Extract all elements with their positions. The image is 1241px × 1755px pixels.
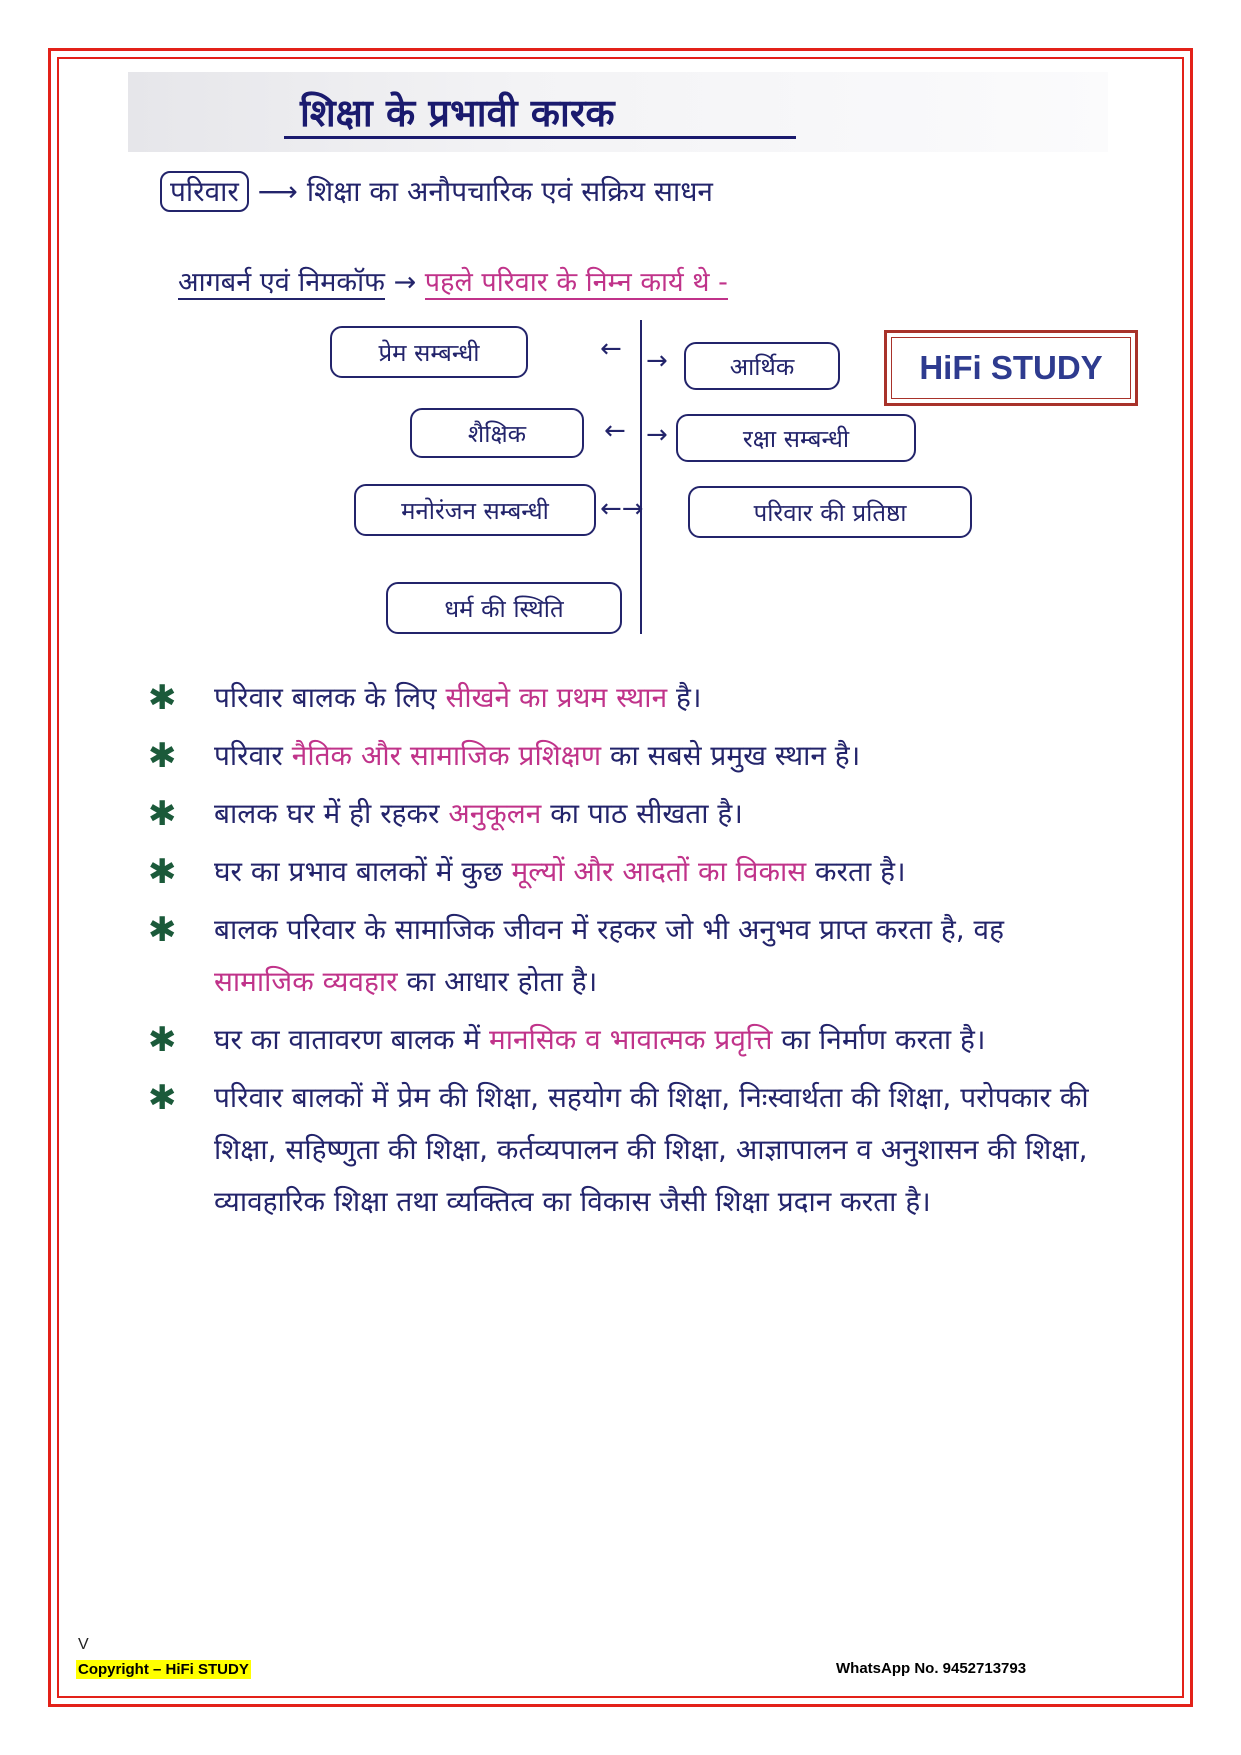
diagram-axis-line bbox=[640, 320, 642, 634]
brand-watermark-box bbox=[884, 330, 1138, 406]
bullet-text-end: करता है। bbox=[806, 855, 906, 888]
arrow-economic: → bbox=[646, 346, 668, 376]
copyright-label: Copyright – HiFi STUDY bbox=[78, 1661, 249, 1678]
bullet-text-end: का निर्माण करता है। bbox=[772, 1023, 986, 1056]
asterisk-icon: ✱ bbox=[148, 1078, 177, 1118]
asterisk-icon: ✱ bbox=[148, 736, 177, 776]
arrow-love: ← bbox=[600, 334, 622, 364]
asterisk-icon: ✱ bbox=[148, 910, 177, 950]
bullet-text: घर का प्रभाव बालकों में कुछ bbox=[214, 855, 512, 888]
title-underline bbox=[284, 136, 796, 139]
node-economic: आर्थिक bbox=[684, 342, 840, 390]
bullet-list bbox=[140, 672, 1100, 1234]
bullet-item-7 bbox=[140, 1072, 1100, 1228]
arrow-educational: ← bbox=[604, 416, 626, 446]
bullet-item-2 bbox=[140, 730, 1100, 782]
ogburn-line bbox=[178, 262, 728, 299]
bullet-text-end: का सबसे प्रमुख स्थान है। bbox=[601, 739, 861, 772]
arrow-recreation-prestige: ←→ bbox=[600, 494, 644, 524]
bullet-highlight: मानसिक व भावात्मक प्रवृत्ति bbox=[489, 1023, 773, 1056]
definition-arrow: ⟶ bbox=[257, 175, 298, 208]
title-band bbox=[128, 72, 1108, 152]
definition-text: शिक्षा का अनौपचारिक एवं सक्रिय साधन bbox=[306, 175, 713, 208]
bullet-text: बालक परिवार के सामाजिक जीवन में रहकर जो भी अनुभव प्राप्त करता है, वह bbox=[214, 913, 1004, 946]
node-prestige: परिवार की प्रतिष्ठा bbox=[688, 486, 972, 538]
bullet-item-4 bbox=[140, 846, 1100, 898]
bullet-highlight: नैतिक और सामाजिक प्रशिक्षण bbox=[291, 739, 602, 772]
ogburn-text: आगबर्न एवं निमकॉफ bbox=[178, 267, 385, 298]
corner-mark: V bbox=[78, 1636, 89, 1653]
bullet-text-end: का आधार होता है। bbox=[397, 965, 598, 998]
family-label-box: परिवार bbox=[160, 171, 249, 212]
bullet-text: परिवार बालक के लिए bbox=[214, 681, 446, 714]
bullet-item-1 bbox=[140, 672, 1100, 724]
bullet-highlight: अनुकूलन bbox=[448, 797, 542, 830]
bullet-highlight: सीखने का प्रथम स्थान bbox=[445, 681, 668, 714]
brand-logo-text: HiFi STUDY bbox=[919, 349, 1103, 386]
bullet-item-6 bbox=[140, 1014, 1100, 1066]
functions-heading: पहले परिवार के निम्न कार्य थे - bbox=[424, 267, 728, 298]
bullet-text-end: है। bbox=[667, 681, 702, 714]
node-protection: रक्षा सम्बन्धी bbox=[676, 414, 916, 462]
bullet-item-5 bbox=[140, 904, 1100, 1008]
node-recreation: मनोरंजन सम्बन्धी bbox=[354, 484, 596, 536]
node-religion: धर्म की स्थिति bbox=[386, 582, 622, 634]
bullet-text: परिवार bbox=[214, 739, 292, 772]
whatsapp-number: WhatsApp No. 9452713793 bbox=[836, 1660, 1027, 1677]
bullet-text-end: का पाठ सीखता है। bbox=[541, 797, 743, 830]
bullet-item-3 bbox=[140, 788, 1100, 840]
bullet-highlight: मूल्यों और आदतों का विकास bbox=[511, 855, 807, 888]
definition-line bbox=[160, 172, 713, 210]
asterisk-icon: ✱ bbox=[148, 678, 177, 718]
asterisk-icon: ✱ bbox=[148, 1020, 177, 1060]
asterisk-icon: ✱ bbox=[148, 794, 177, 834]
ogburn-arrow: → bbox=[393, 267, 417, 298]
arrow-protection: → bbox=[646, 420, 668, 450]
bullet-text: परिवार बालकों में प्रेम की शिक्षा, सहयोग की शिक्षा, निःस्वार्थता की शिक्षा, परोपकार की शिक्षा, सहिष्णुता की शिक्षा, कर्तव्यपालन की शिक्षा, आज्ञापालन व अनुशासन की शिक्षा, व्यावहारिक शिक्षा तथा व्यक्तित्व का विकास जैसी शिक्षा प्रदान करता है। bbox=[214, 1081, 1089, 1218]
bullet-text: घर का वातावरण बालक में bbox=[214, 1023, 490, 1056]
node-love: प्रेम सम्बन्धी bbox=[330, 326, 528, 378]
bullet-highlight: सामाजिक व्यवहार bbox=[214, 965, 398, 998]
bullet-text: बालक घर में ही रहकर bbox=[214, 797, 449, 830]
asterisk-icon: ✱ bbox=[148, 852, 177, 892]
page-title: शिक्षा के प्रभावी कारक bbox=[300, 91, 615, 135]
node-educational: शैक्षिक bbox=[410, 408, 584, 458]
